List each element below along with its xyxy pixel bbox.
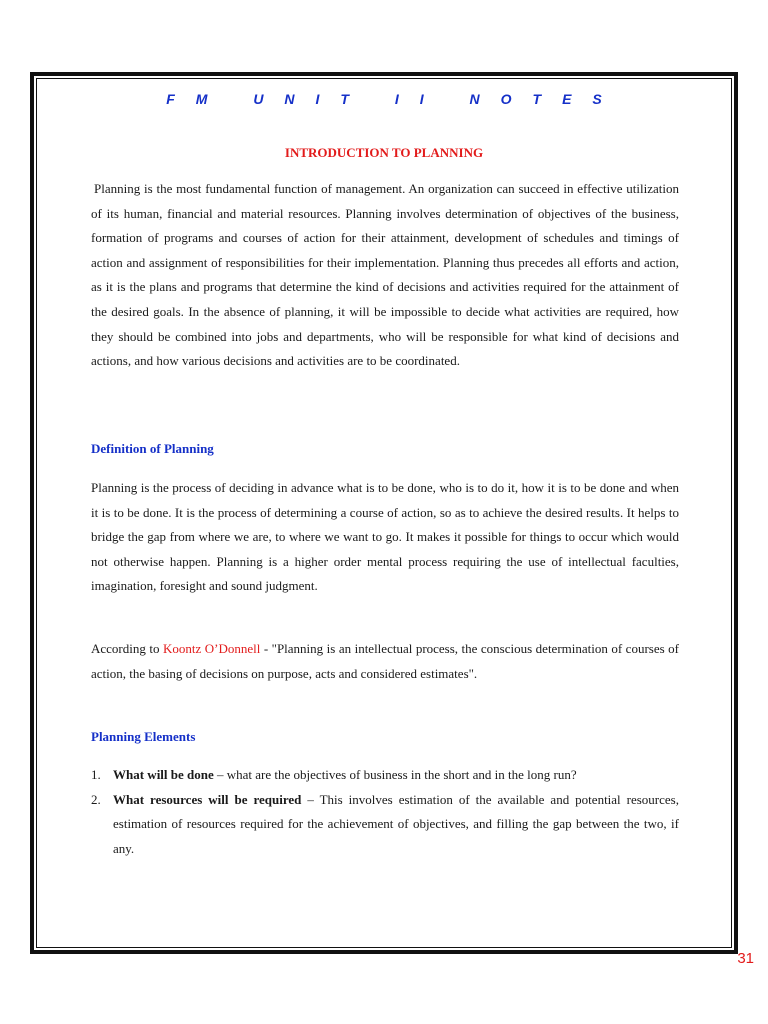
quote-prefix: According to bbox=[91, 641, 163, 656]
list-item-number: 2. bbox=[91, 791, 101, 807]
definition-paragraph: Planning is the process of deciding in advance what is to be done, who is to do it, how it is to be done and when it is to be done. It is the process of determining a course of action, so as to achieve the desired results. It helps to bridge the gap from where we are, to where we want to go. It makes it possible for things to occur which would not otherwise happen. Planning is a higher order mental process requiring the use of intellectual faculties, imagination, foresight and sound judgment. bbox=[91, 480, 679, 594]
intro-section bbox=[91, 177, 679, 374]
list-item-description: – This involves estimation of the available and potential resources, estimation of resources required for the achievement of objectives, and filling the gap between the two, if any. bbox=[113, 791, 679, 856]
page-number: 31 bbox=[737, 950, 754, 967]
list-item bbox=[91, 788, 679, 862]
section-heading: INTRODUCTION TO PLANNING bbox=[284, 145, 484, 160]
list-item-description: – what are the objectives of business in the short and in the long run? bbox=[213, 767, 577, 782]
list-item bbox=[91, 763, 679, 788]
elements-heading-block bbox=[91, 729, 679, 745]
intro-paragraph: Planning is the most fundamental function of management. An organization can succeed in effective utilization of its human, financial and material resources. Planning involves determination of objectives of the business, formation of programs and courses of action for their attainment, development of schedules and timings of action and assignment of responsibilities for their implementation. Planning thus precedes all efforts and action, as it is the plans and programs that determine the kind of decisions and activities required for the attainment of the desired goals. In the absence of planning, it will be impossible to decide what activities are required, how they should be combined into jobs and departments, who will be responsible for what kind of decisions and actions, and how various decisions and activities are to be coordinated. bbox=[91, 181, 679, 369]
elements-list bbox=[91, 763, 679, 861]
quote-paragraph bbox=[91, 637, 679, 686]
elements-heading: Planning Elements bbox=[91, 729, 196, 744]
document-header-title: FM UNIT II NOTES bbox=[166, 91, 623, 107]
quote-text: - "Planning is an intellectual process, the conscious determination of courses of action, the basing of decisions on purpose, acts and considered estimates". bbox=[91, 641, 679, 681]
list-item-term: What will be done bbox=[113, 767, 214, 782]
list-item-number: 1. bbox=[91, 767, 101, 782]
definition-heading: Definition of Planning bbox=[91, 441, 214, 456]
elements-section bbox=[91, 763, 679, 861]
quote-author: Koontz O’Donnell bbox=[162, 641, 261, 656]
quote-section bbox=[91, 637, 679, 686]
list-item-term: What resources will be required bbox=[113, 791, 302, 807]
definition-heading-block bbox=[91, 441, 679, 457]
definition-section bbox=[91, 476, 679, 599]
